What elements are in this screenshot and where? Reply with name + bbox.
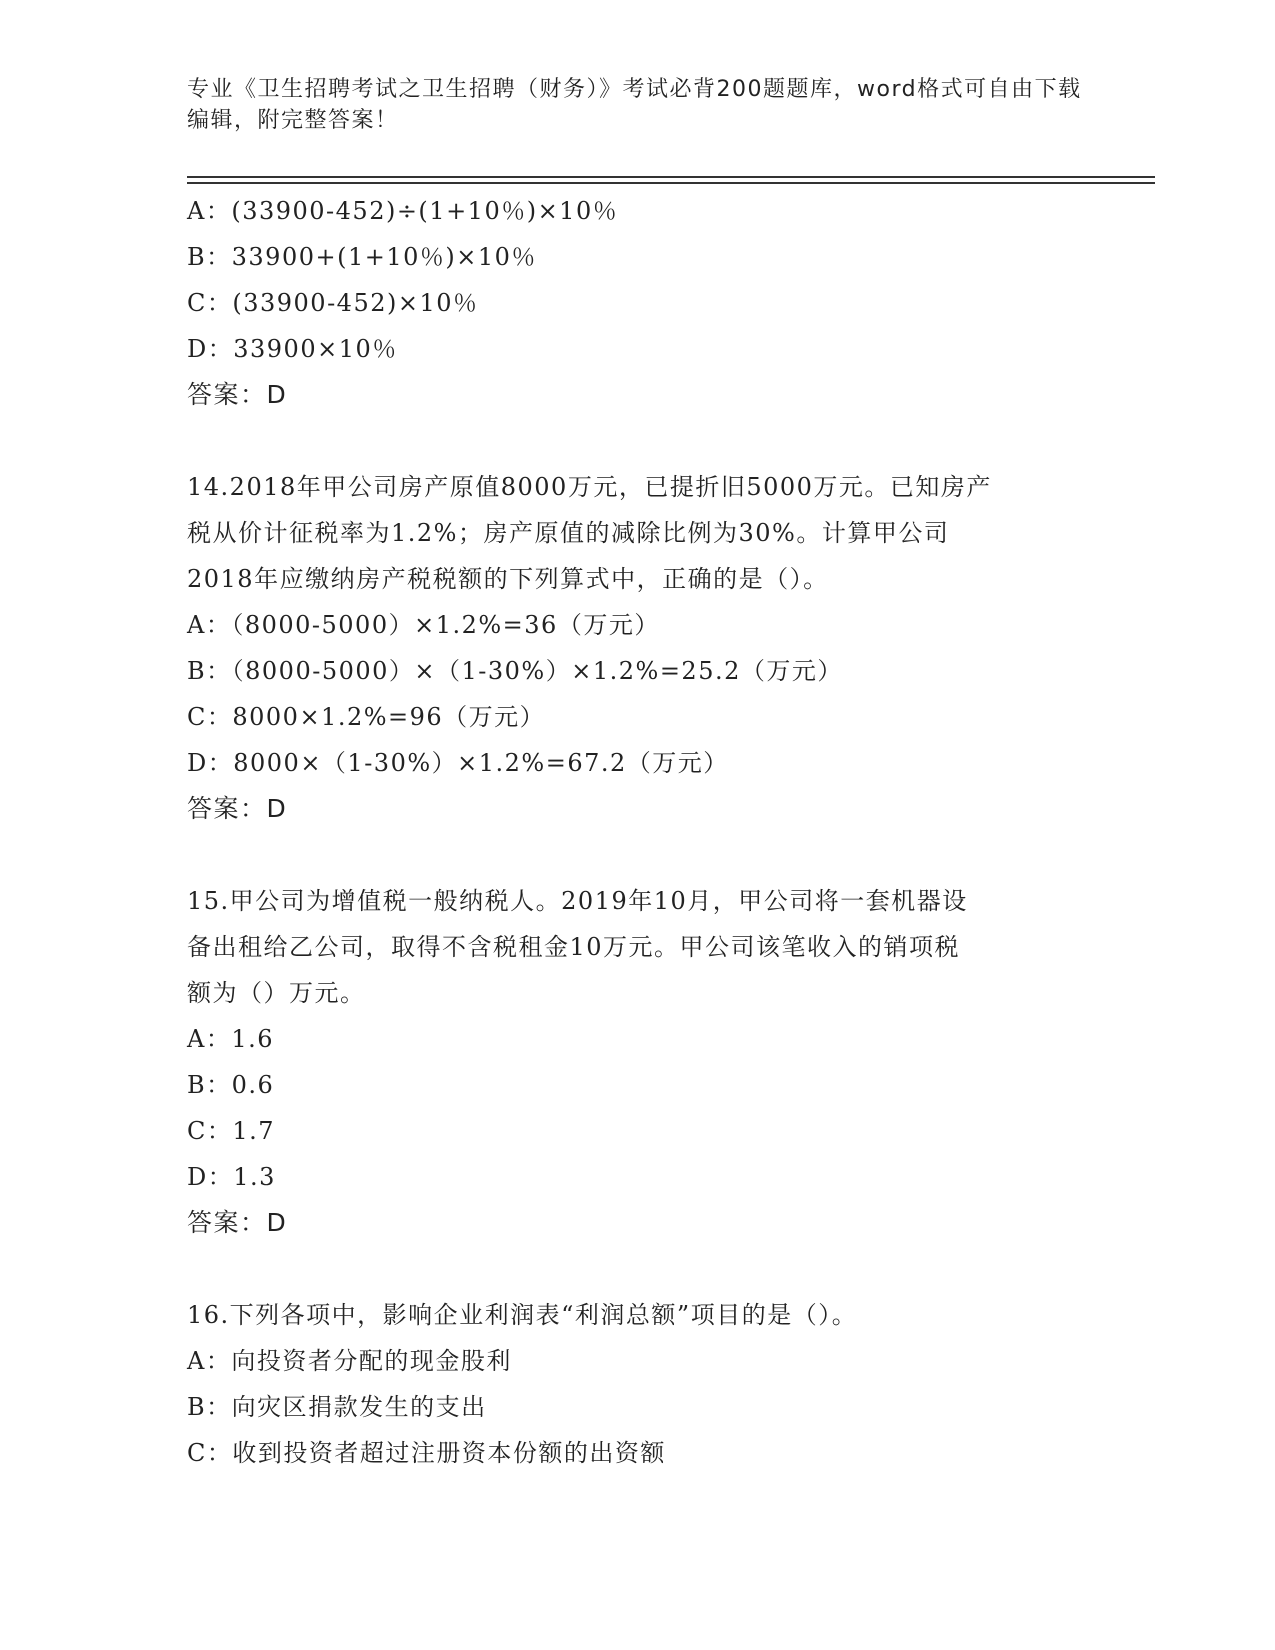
header-divider-top <box>187 176 1155 178</box>
option-c: C：(33900-452)×10％ <box>187 289 479 317</box>
question-14-stem-line-3: 2018年应缴纳房产税税额的下列算式中，正确的是（）。 <box>187 565 829 593</box>
option-d: D：33900×10％ <box>187 335 398 363</box>
option-c: C：8000×1.2%=96（万元） <box>187 703 546 731</box>
header-divider-bottom <box>187 182 1155 184</box>
option-d: D：8000×（1-30%）×1.2%=67.2（万元） <box>187 749 729 777</box>
question-16-stem-line-1: 16.下列各项中，影响企业利润表“利润总额”项目的是（）。 <box>187 1301 858 1329</box>
option-a: A：向投资者分配的现金股利 <box>187 1347 512 1375</box>
question-15-stem-line-1: 15.甲公司为增值税一般纳税人。2019年10月，甲公司将一套机器设 <box>187 887 968 915</box>
question-14 <box>187 464 1087 832</box>
answer-14: 答案：D <box>187 794 288 823</box>
option-a: A：1.6 <box>187 1025 274 1053</box>
option-b: B：33900+(1+10％)×10％ <box>187 243 537 271</box>
answer-15: 答案：D <box>187 1208 288 1237</box>
question-14-stem-line-1: 14.2018年甲公司房产原值8000万元，已提折旧5000万元。已知房产 <box>187 473 992 501</box>
option-a: A：（8000-5000）×1.2%=36（万元） <box>187 611 660 639</box>
document-header: 专业《卫生招聘考试之卫生招聘（财务）》考试必背200题题库，word格式可自由下载编辑，附完整答案！ <box>187 77 1082 133</box>
question-15 <box>187 878 1087 1246</box>
question-15-stem-line-3: 额为（）万元。 <box>187 979 366 1007</box>
option-b: B：0.6 <box>187 1071 275 1099</box>
option-b: B：（8000-5000）×（1-30%）×1.2%=25.2（万元） <box>187 657 843 685</box>
option-a: A：(33900-452)÷(1+10％)×10％ <box>187 197 619 225</box>
question-content <box>187 188 1087 1476</box>
question-14-stem-line-2: 税从价计征税率为1.2%；房产原值的减除比例为30%。计算甲公司 <box>187 519 950 547</box>
question-13-options <box>187 188 1087 418</box>
question-15-stem-line-2: 备出租给乙公司，取得不含税租金10万元。甲公司该笔收入的销项税 <box>187 933 961 961</box>
option-d: D：1.3 <box>187 1163 276 1191</box>
option-b: B：向灾区捐款发生的支出 <box>187 1393 487 1421</box>
answer-13: 答案：D <box>187 380 288 409</box>
option-c: C：1.7 <box>187 1117 276 1145</box>
option-c: C：收到投资者超过注册资本份额的出资额 <box>187 1439 666 1467</box>
question-16 <box>187 1292 1087 1476</box>
